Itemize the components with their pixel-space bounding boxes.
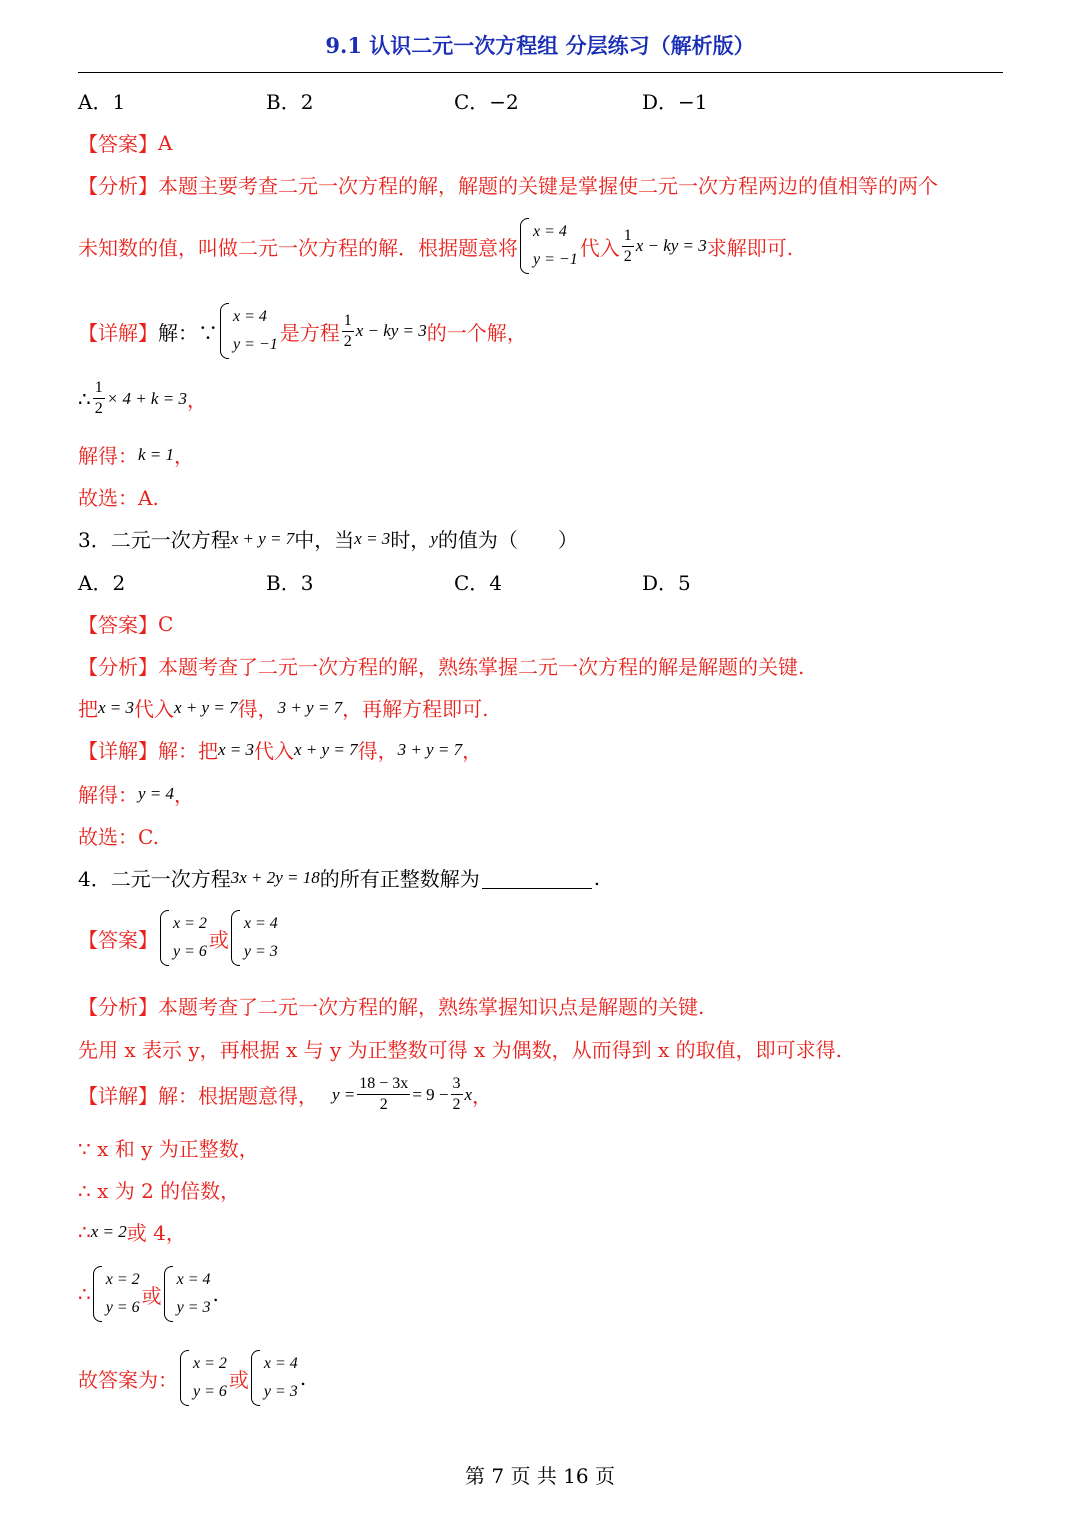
stem-text: 的所有正整数解为 <box>319 867 480 891</box>
analysis-text: 把 <box>78 697 98 721</box>
q2-analysis-line1 <box>78 170 938 199</box>
brace <box>164 1266 173 1322</box>
step-label: 解得： <box>78 783 138 807</box>
comma: ， <box>174 444 195 468</box>
final-label: 故答案为： <box>78 1367 178 1392</box>
sys-row-y: y = 6 <box>173 943 207 960</box>
equation: 3 + y = 7 <box>397 739 463 759</box>
detail-text: 解：根据题意得， <box>158 1084 318 1108</box>
choice-b: B．2 <box>266 90 314 114</box>
equation-system <box>520 218 578 274</box>
sys-row-y: y = 6 <box>105 1299 140 1316</box>
detail-text: 得， <box>357 739 398 763</box>
q4-analysis-line2 <box>78 1034 842 1063</box>
equation: x + y = 7 <box>174 697 238 717</box>
equation: = 9 − <box>412 1084 449 1104</box>
brace <box>231 910 240 966</box>
equation: y = <box>332 1084 356 1104</box>
detail-text: 的一个解， <box>426 320 527 345</box>
conclusion: 故选：C. <box>78 825 159 849</box>
analysis-tag: 【分析】 <box>78 174 158 198</box>
analysis-text: 本题考查了二元一次方程的解，熟练掌握二元一次方程的解是解题的关键. <box>158 655 805 679</box>
sys-row-y: y = 3 <box>243 943 278 960</box>
detail-tag: 【详解】 <box>78 1084 158 1108</box>
variable: x <box>464 1084 473 1104</box>
conclusion: 故选：A. <box>78 486 159 510</box>
therefore-sign: ∴ <box>78 1282 91 1306</box>
choice-d: D．5 <box>642 571 691 595</box>
solution-system-2 <box>251 1350 298 1406</box>
sys-row-x: x = 2 <box>173 915 207 932</box>
choice-a: A．1 <box>78 90 126 114</box>
brace <box>251 1350 260 1406</box>
sys-row-x: x = 4 <box>233 308 267 325</box>
frac-num: 18 − 3x <box>357 1074 410 1095</box>
analysis-text: 未知数的值，叫做二元一次方程的解．根据题意将 <box>78 235 518 260</box>
q2-step3 <box>78 482 159 511</box>
sys-row-y: y = 6 <box>193 1383 227 1400</box>
equation: x + y = 7 <box>294 739 358 759</box>
q2-choices <box>78 86 830 115</box>
step-text: 或 4， <box>126 1221 186 1245</box>
detail-text: 解：把 <box>158 739 218 763</box>
step-text: ∴ x 为 2 的倍数， <box>78 1179 241 1203</box>
or-text: 或 <box>228 1367 249 1392</box>
stem-text: 的值为（ ） <box>437 528 578 552</box>
q3-analysis-line1 <box>78 651 804 680</box>
equation: × 4 + k = 3 <box>106 388 187 408</box>
q4-answer <box>78 910 280 966</box>
page-number: 第 7 页 共 16 页 <box>465 1464 615 1488</box>
answer-tag: 【答案】 <box>78 613 158 637</box>
q3-step2 <box>78 779 194 808</box>
analysis-text: 代入 <box>134 697 175 721</box>
q4-step1 <box>78 1133 259 1162</box>
equation: x = 3 <box>98 697 135 717</box>
equation: x = 2 <box>90 1221 127 1241</box>
page-header-title: 9.1 认识二元一次方程组 分层练习（解析版） <box>325 33 755 58</box>
fraction-half <box>342 311 354 352</box>
step-text: ∵ x 和 y 为正整数， <box>78 1137 259 1161</box>
analysis-text: 先用 x 表示 y，再根据 x 与 y 为正整数可得 x 为偶数，从而得到 x 的取值，即可求得. <box>78 1038 843 1062</box>
analysis-text: 本题主要考查二元一次方程的解，解题的关键是掌握使二元一次方程两边的值相等的两个 <box>158 174 938 198</box>
q4-analysis-line1 <box>78 991 704 1020</box>
detail-text: 是方程 <box>279 320 340 345</box>
q2-answer <box>78 128 172 157</box>
answer-blank <box>482 866 592 889</box>
analysis-text: 代入 <box>579 235 620 260</box>
answer-value: A <box>158 130 173 155</box>
frac-den: 2 <box>623 247 632 265</box>
solution-system-1 <box>160 910 207 966</box>
header-divider <box>78 72 1003 73</box>
equation: x − ky = 3 <box>635 236 707 255</box>
q4-detail-line1 <box>78 1074 492 1115</box>
variable: y <box>430 528 438 548</box>
stem-text: . <box>593 865 601 890</box>
detail-text: ， <box>462 739 483 763</box>
solution-system-1 <box>180 1350 227 1406</box>
comma: ， <box>472 1084 493 1108</box>
choice-c: C．−2 <box>454 90 519 114</box>
answer-tag: 【答案】 <box>78 927 158 952</box>
therefore-sign: ∴ <box>78 386 91 411</box>
choice-b: B．3 <box>266 571 314 595</box>
or-text: 或 <box>141 1283 162 1308</box>
solution-system-2 <box>231 910 278 966</box>
frac-num: 1 <box>622 226 634 247</box>
sys-row-x: x = 4 <box>243 915 278 932</box>
comma: ， <box>186 388 207 412</box>
equation: x + y = 7 <box>230 528 295 548</box>
equation: y = 4 <box>138 783 175 803</box>
q2-step2 <box>78 440 194 469</box>
sys-row-y: y = 3 <box>176 1299 211 1316</box>
sys-row-x: x = 4 <box>176 1271 211 1288</box>
brace <box>520 218 529 274</box>
stem-text: 3．二元一次方程 <box>78 528 231 552</box>
analysis-text: 得， <box>237 697 278 721</box>
stem-text: 4．二元一次方程 <box>78 867 231 891</box>
brace <box>180 1350 189 1406</box>
analysis-text: ，再解方程即可. <box>342 697 489 721</box>
stem-text: 中，当 <box>294 528 355 552</box>
q3-choices <box>78 567 830 596</box>
sys-row-x: x = 4 <box>263 1355 298 1372</box>
sys-row-x: x = 4 <box>533 223 567 240</box>
fraction-1 <box>357 1074 410 1115</box>
answer-value: C <box>158 611 174 636</box>
sys-row-y: y = 3 <box>263 1383 298 1400</box>
q3-detail-line1 <box>78 735 482 764</box>
detail-text: 解：∵ <box>158 320 218 345</box>
q4-stem <box>78 863 600 892</box>
choice-d: D．−1 <box>642 90 708 114</box>
q4-step4 <box>78 1266 219 1322</box>
equation: x − ky = 3 <box>355 321 427 340</box>
brace <box>160 910 169 966</box>
q3-step3 <box>78 821 159 850</box>
q4-step2 <box>78 1175 240 1204</box>
sys-row-y: y = −1 <box>533 251 578 268</box>
q2-detail-line1 <box>78 303 527 359</box>
brace <box>93 1266 102 1322</box>
therefore-sign: ∴ <box>78 1219 91 1244</box>
fraction-half <box>622 226 634 267</box>
answer-tag: 【答案】 <box>78 132 158 156</box>
fraction-2 <box>451 1074 463 1115</box>
solution-system-2 <box>164 1266 211 1322</box>
equation: 3 + y = 7 <box>277 697 343 717</box>
frac-num: 3 <box>451 1074 463 1095</box>
stem-text: 时， <box>390 528 431 552</box>
q2-analysis-line2 <box>78 218 793 274</box>
equation: 3x + 2y = 18 <box>230 867 320 887</box>
brace <box>220 303 229 359</box>
period: . <box>299 1366 307 1390</box>
frac-den: 2 <box>379 1096 388 1113</box>
frac-den: 2 <box>343 332 352 350</box>
sys-row-x: x = 2 <box>193 1355 227 1372</box>
q2-step1 <box>78 378 207 419</box>
comma: ， <box>174 783 195 807</box>
or-text: 或 <box>208 927 229 952</box>
frac-den: 2 <box>94 400 103 417</box>
equation: x = 3 <box>218 739 255 759</box>
analysis-text: 求解即可. <box>706 235 794 260</box>
equation: k = 1 <box>138 444 175 464</box>
sys-row-x: x = 2 <box>105 1271 140 1288</box>
analysis-tag: 【分析】 <box>78 655 158 679</box>
q4-step3 <box>78 1217 186 1246</box>
detail-text: 代入 <box>254 739 295 763</box>
q3-stem <box>78 524 578 553</box>
detail-tag: 【详解】 <box>78 739 158 763</box>
detail-tag: 【详解】 <box>78 320 158 345</box>
analysis-tag: 【分析】 <box>78 995 158 1019</box>
period: . <box>212 1282 219 1306</box>
q4-final <box>78 1350 306 1406</box>
q3-answer <box>78 609 173 638</box>
choice-c: C．4 <box>454 571 503 595</box>
frac-den: 2 <box>452 1096 461 1113</box>
equation-system <box>220 303 278 359</box>
fraction-half <box>93 378 105 419</box>
choice-a: A．2 <box>78 571 126 595</box>
sys-row-y: y = −1 <box>233 336 278 353</box>
equation: x = 3 <box>354 528 391 548</box>
frac-num: 1 <box>342 311 354 332</box>
solution-system-1 <box>93 1266 140 1322</box>
analysis-text: 本题考查了二元一次方程的解，熟练掌握知识点是解题的关键. <box>158 995 705 1019</box>
frac-num: 1 <box>93 378 105 399</box>
step-label: 解得： <box>78 444 138 468</box>
q3-analysis-line2 <box>78 693 488 722</box>
